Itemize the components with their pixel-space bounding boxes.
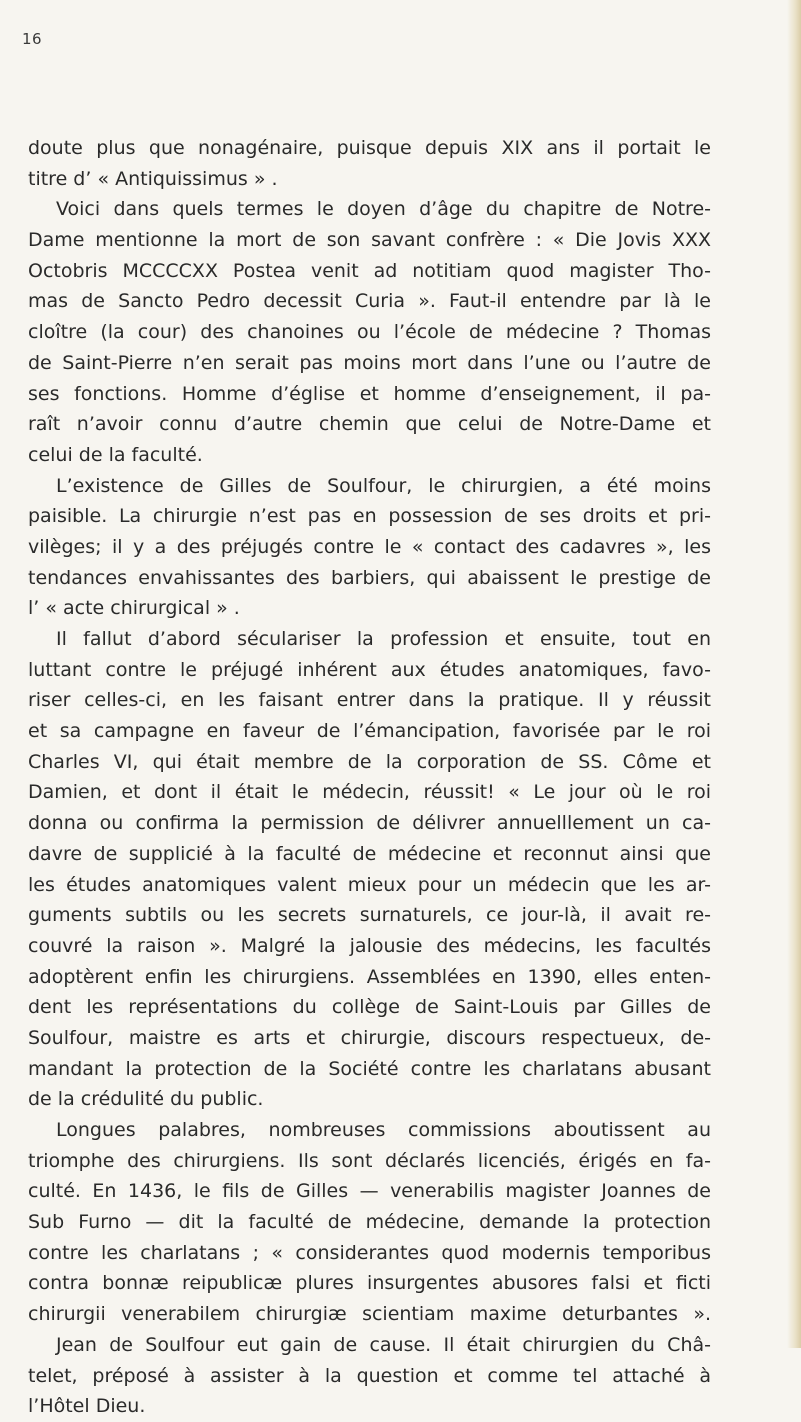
text-line: contre les charlatans ; « considerantes quod modernis temporibus (28, 1241, 711, 1264)
text-line: dent les représentations du collège de Saint-Louis par Gilles de (28, 996, 711, 1019)
text-line: de Saint-Pierre n’en serait pas moins mort dans l’une ou l’autre de (28, 351, 711, 374)
text-line: contra bonnæ reipublicæ plures insurgentes abusores falsi et ficti (28, 1272, 711, 1295)
text-line: telet, préposé à assister à la question et comme tel attaché à (28, 1364, 711, 1387)
text-line: Damien, et dont il était le médecin, réussit! « Le jour où le roi (28, 781, 711, 804)
body-text (28, 133, 711, 1422)
text-line: mas de Sancto Pedro decessit Curia ». Faut-il entendre par là le (28, 290, 711, 313)
text-line: mandant la protection de la Société contre les charlatans abusant (28, 1057, 711, 1080)
text-line: donna ou confirma la permission de délivrer annuelllement un ca- (28, 812, 711, 835)
text-line: les études anatomiques valent mieux pour un médecin que les ar- (28, 873, 711, 896)
text-line: de la crédulité du public. (28, 1088, 264, 1111)
text-line: cloître (la cour) des chanoines ou l’école de médecine ? Thomas (28, 321, 711, 344)
text-line: ses fonctions. Homme d’église et homme d’enseignement, il pa- (28, 382, 711, 405)
text-line: vilèges; il y a des préjugés contre le « contact des cadavres », les (28, 535, 711, 558)
text-line: raît n’avoir connu d’autre chemin que celui de Notre-Dame et (28, 413, 711, 436)
text-line: chirurgii venerabilem chirurgiæ scientiam maxime deturbantes ». (28, 1303, 711, 1326)
text-line: Sub Furno — dit la faculté de médecine, demande la protection (28, 1211, 711, 1234)
paragraph-start-line: Voici dans quels termes le doyen d’âge du chapitre de Notre- (56, 198, 711, 221)
text-line: luttant contre le préjugé inhérent aux études anatomiques, favo- (28, 658, 711, 681)
text-line: Dame mentionne la mort de son savant confrère : « Die Jovis XXX (28, 229, 711, 252)
text-line: doute plus que nonagénaire, puisque depuis XIX ans il portait le (28, 137, 711, 159)
text-line: Jean de Soulfour eut gain de cause. Il était chirurgien du Châ- (56, 1333, 711, 1356)
text-line: tendances envahissantes des barbiers, qui abaissent le prestige de (28, 566, 711, 589)
page-number: 16 (22, 30, 43, 48)
text-line: et sa campagne en faveur de l’émancipation, favorisée par le roi (28, 720, 711, 743)
text-line: Soulfour, maistre es arts et chirurgie, discours respectueux, de- (28, 1026, 711, 1049)
page-edge-shading (787, 0, 801, 1348)
text-line: davre de supplicié à la faculté de médecine et reconnut ainsi que (28, 842, 711, 865)
text-line: triomphe des chirurgiens. Ils sont déclarés licenciés, érigés en fa- (28, 1149, 711, 1172)
text-line: titre d’ « Antiquissimus » . (28, 167, 278, 190)
text-line: paisible. La chirurgie n’est pas en possession de ses droits et pri- (28, 505, 711, 528)
text-line: riser celles-ci, en les faisant entrer dans la pratique. Il y réussit (28, 689, 711, 712)
text-line: Charles VI, qui était membre de la corporation de SS. Côme et (28, 750, 711, 773)
paragraph-start-line: Il fallut d’abord séculariser la profession et ensuite, tout en (56, 628, 711, 650)
text-line: l’Hôtel Dieu. (28, 1395, 146, 1418)
text-line: couvré la raison ». Malgré la jalousie des médecins, les facultés (28, 934, 711, 957)
text-line: guments subtils ou les secrets surnaturels, ce jour-là, il avait re- (28, 904, 711, 927)
text-line: l’ « acte chirurgical » . (28, 597, 240, 620)
paragraph-start-line: Longues palabres, nombreuses commissions aboutissent au (56, 1119, 711, 1141)
paragraph-start-line: L’existence de Gilles de Soulfour, le chirurgien, a été moins (56, 474, 711, 497)
text-line: culté. En 1436, le fils de Gilles — venerabilis magister Joannes de (28, 1180, 711, 1203)
text-line: adoptèrent enfin les chirurgiens. Assemblées en 1390, elles enten- (28, 965, 711, 988)
text-line: celui de la faculté. (28, 443, 203, 466)
text-line: Octobris MCCCCXX Postea venit ad notitiam quod magister Tho- (28, 259, 711, 282)
